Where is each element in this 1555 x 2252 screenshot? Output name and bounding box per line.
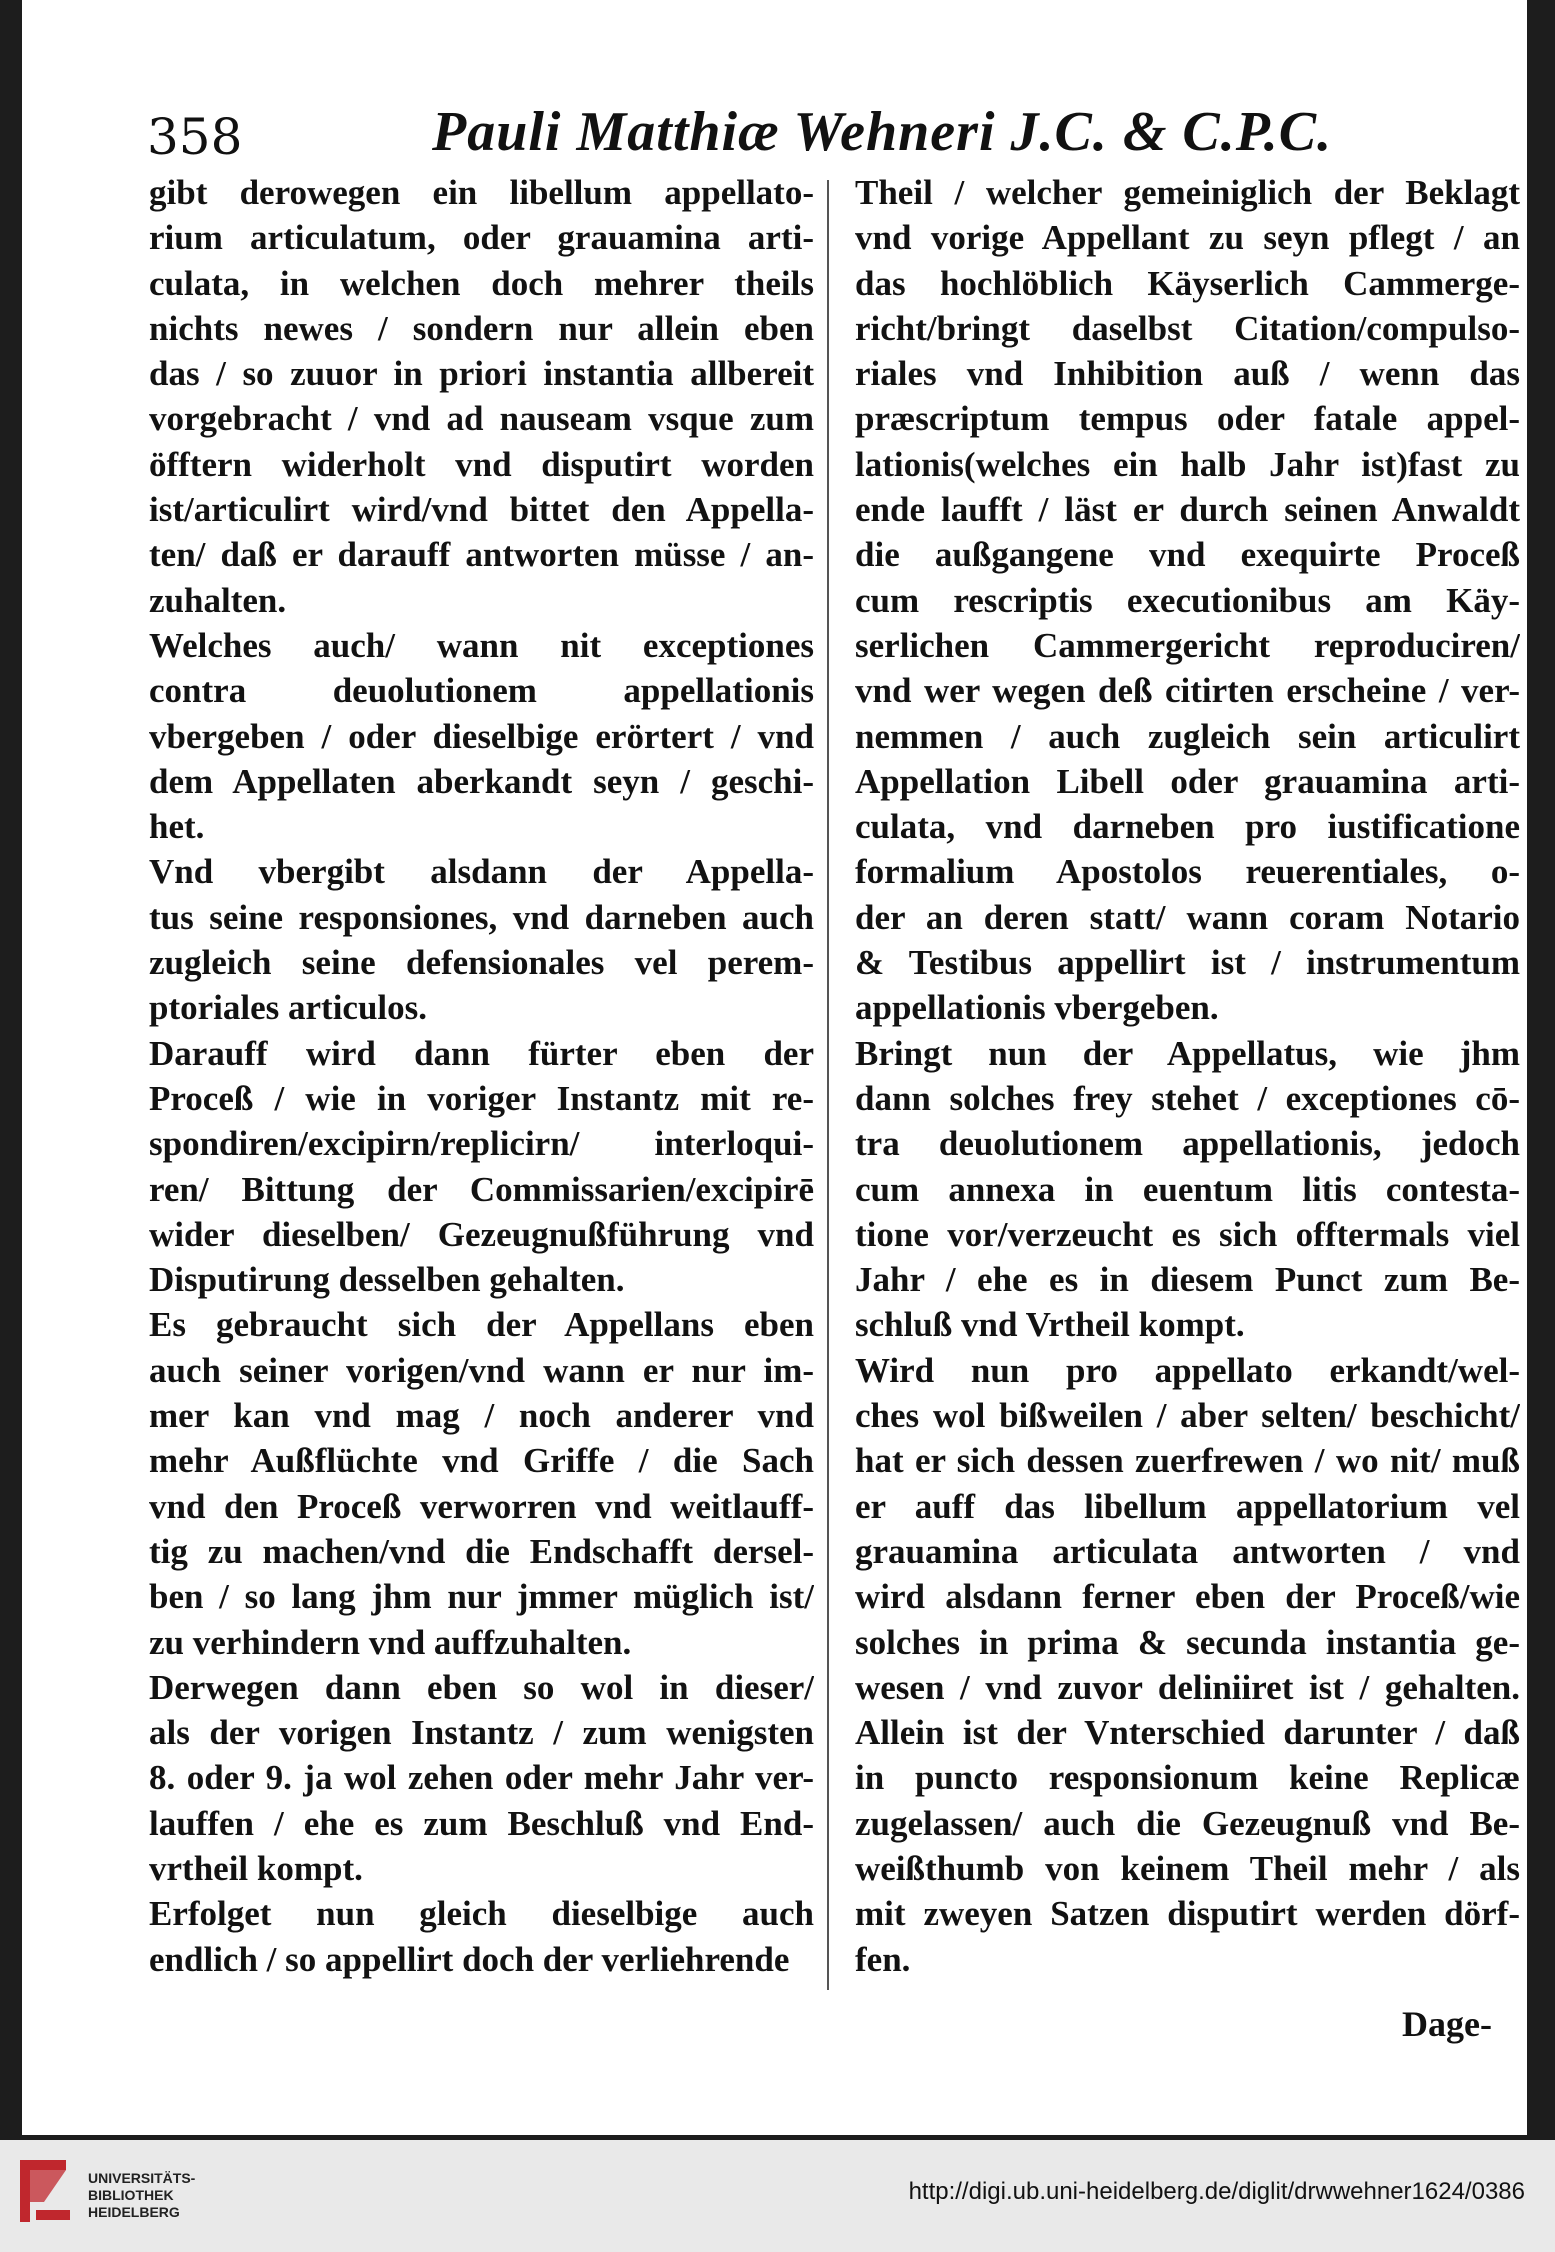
text-line: mehr Außflüchte vnd Griffe / die Sach [149,1441,814,1481]
viewer-footer [0,2140,1555,2252]
permalink-url[interactable]: http://digi.ub.uni-heidelberg.de/diglit/drwwehner1624/0386 [908,2178,1525,2205]
text-line: tione vor/verzeucht es sich offtermals viel [855,1214,1520,1254]
text-line: ptoriales articulos. [149,988,428,1028]
text-line: vorgebracht / vnd ad nauseam vsque zum [149,399,814,439]
library-name-line: BIBLIOTHEK [88,2187,174,2203]
text-line: vnd den Proceß verworren vnd weitlauff- [149,1486,814,1526]
text-line: ten/ daß er darauff antworten müsse / an- [149,535,814,575]
text-line: das hochlöblich Käyserlich Cammerge- [855,263,1520,303]
text-line: ende laufft / läst er durch seinen Anwaldt [855,490,1520,530]
text-line: tus seine responsiones, vnd darneben auch [149,897,814,937]
text-line: contra deuolutionem appellationis [149,671,814,711]
text-line: wesen / vnd zuvor deliniiret ist / gehalten. [855,1667,1520,1707]
text-line: præscriptum tempus oder fatale appel- [855,399,1520,439]
text-line: vnd wer wegen deß citirten erscheine / ver- [855,671,1520,711]
text-line: Bringt nun der Appellatus, wie jhm [855,1033,1520,1073]
text-line: Jahr / ehe es in diesem Punct zum Be- [855,1260,1520,1300]
text-line: wider dieselben/ Gezeugnußführung vnd [149,1214,814,1254]
text-line: zu verhindern vnd auffzuhalten. [149,1622,632,1662]
text-line: Erfolget nun gleich dieselbige auch [149,1894,814,1934]
text-line: spondiren/excipirn/replicirn/ interloqui- [149,1124,814,1164]
text-line: ren/ Bittung der Commissarien/excipirē [149,1169,814,1209]
text-line: Welches auch/ wann nit exceptiones [149,625,814,665]
page-header [117,78,1517,168]
text-line: Disputirung desselben gehalten. [149,1260,625,1300]
text-line: dann solches frey stehet / exceptiones cō- [855,1078,1520,1118]
text-line: endlich / so appellirt doch der verliehrende [149,1939,790,1979]
text-line: wird alsdann ferner eben der Proceß/wie [855,1577,1520,1617]
text-line: fen. [855,1939,911,1979]
text-line: als der vorigen Instantz / zum wenigsten [149,1713,814,1753]
text-line: öfftern widerholt vnd disputirt worden [149,444,814,484]
text-line: Darauff wird dann fürter eben der [149,1033,814,1073]
text-line: cum annexa in euentum litis contesta- [855,1169,1520,1209]
text-line: riales vnd Inhibition auß / wenn das [855,354,1520,394]
text-line: zugelassen/ auch die Gezeugnuß vnd Be- [855,1803,1520,1843]
text-line: serlichen Cammergericht reproduciren/ [855,625,1520,665]
text-line: appellationis vbergeben. [855,988,1219,1028]
text-line: Proceß / wie in voriger Instantz mit re- [149,1078,814,1118]
library-name-line: UNIVERSITÄTS- [88,2170,196,2186]
text-line: mit zweyen Satzen disputirt werden dörf- [855,1894,1520,1934]
text-line: dem Appellaten aberkandt seyn / geschi- [149,761,814,801]
text-line: hat er sich dessen zuerfrewen / wo nit/ muß [855,1441,1520,1481]
text-line: Theil / welcher gemeiniglich der Beklagt [855,173,1520,212]
text-line: nemmen / auch zugleich sein articulirt [855,716,1520,756]
text-line: & Testibus appellirt ist / instrumentum [855,943,1520,983]
text-line: Vnd vbergibt alsdann der Appella- [149,852,814,892]
text-line: Derwegen dann eben so wol in dieser/ [149,1667,814,1707]
scanned-page [22,0,1527,2135]
column-divider [827,180,829,1990]
text-line: er auff das libellum appellatorium vel [855,1486,1520,1526]
text-line: tig zu machen/vnd die Endschafft dersel- [149,1531,814,1571]
text-line: culata, in welchen doch mehrer theils [149,263,814,303]
left-text-column [149,170,814,1982]
text-line: gibt derowegen ein libellum appellato- [149,173,814,212]
text-line: cum rescriptis executionibus am Käy- [855,580,1520,620]
text-line: mer kan vnd mag / noch anderer vnd [149,1396,814,1436]
text-line: nichts newes / sondern nur allein eben [149,308,814,348]
text-line: weißthumb von keinem Theil mehr / als [855,1848,1520,1888]
text-line: culata, vnd darneben pro iustificatione [855,807,1520,847]
right-text-column [855,170,1520,1982]
text-line: Es gebraucht sich der Appellans eben [149,1305,814,1345]
text-line: zuhalten. [149,580,287,620]
text-line: Appellation Libell oder grauamina arti- [855,761,1520,801]
text-line: ches wol bißweilen / aber selten/ beschicht/ [855,1396,1520,1436]
text-line: grauamina articulata antworten / vnd [855,1531,1520,1571]
text-line: het. [149,807,205,847]
text-line: das / so zuuor in priori instantia allbereit [149,354,814,394]
text-line: lationis(welches ein halb Jahr ist)fast zu [855,444,1520,484]
text-line: lauffen / ehe es zum Beschluß vnd End- [149,1803,814,1843]
text-line: vnd vorige Appellant zu seyn pflegt / an [855,218,1520,258]
text-line: schluß vnd Vrtheil kompt. [855,1305,1245,1345]
text-line: in puncto responsionum keine Replicæ [855,1758,1520,1798]
text-line: die außgangene vnd exequirte Proceß [855,535,1520,575]
library-logo-icon [16,2154,78,2234]
library-name-line: HEIDELBERG [88,2204,180,2220]
text-line: tra deuolutionem appellationis, jedoch [855,1124,1520,1164]
text-line: 8. oder 9. ja wol zehen oder mehr Jahr ver- [149,1758,814,1798]
text-line: ist/articulirt wird/vnd bittet den Appella- [149,490,814,530]
text-line: vrtheil kompt. [149,1848,363,1888]
text-line: vbergeben / oder dieselbige erörtert / vnd [149,716,814,756]
text-line: Wird nun pro appellato erkandt/wel- [855,1350,1520,1390]
text-line: auch seiner vorigen/vnd wann er nur im- [149,1350,814,1390]
text-line: zugleich seine defensionales vel perem- [149,943,814,983]
text-line: solches in prima & secunda instantia ge- [855,1622,1520,1662]
library-name [88,2170,195,2221]
catchword: Dage- [1402,2004,1492,2044]
text-line: Allein ist der Vnterschied darunter / daß [855,1713,1520,1753]
text-line: der an deren statt/ wann coram Notario [855,897,1520,937]
text-line: formalium Apostolos reuerentiales, o- [855,852,1520,892]
text-line: richt/bringt daselbst Citation/compulso- [855,308,1520,348]
running-title: Pauli Matthiæ Wehneri J.C. & C.P.C. [432,101,1333,163]
text-line: rium articulatum, oder grauamina arti- [149,218,814,258]
page-number: 358 [147,108,243,166]
text-line: ben / so lang jhm nur jmmer müglich ist/ [149,1577,814,1617]
